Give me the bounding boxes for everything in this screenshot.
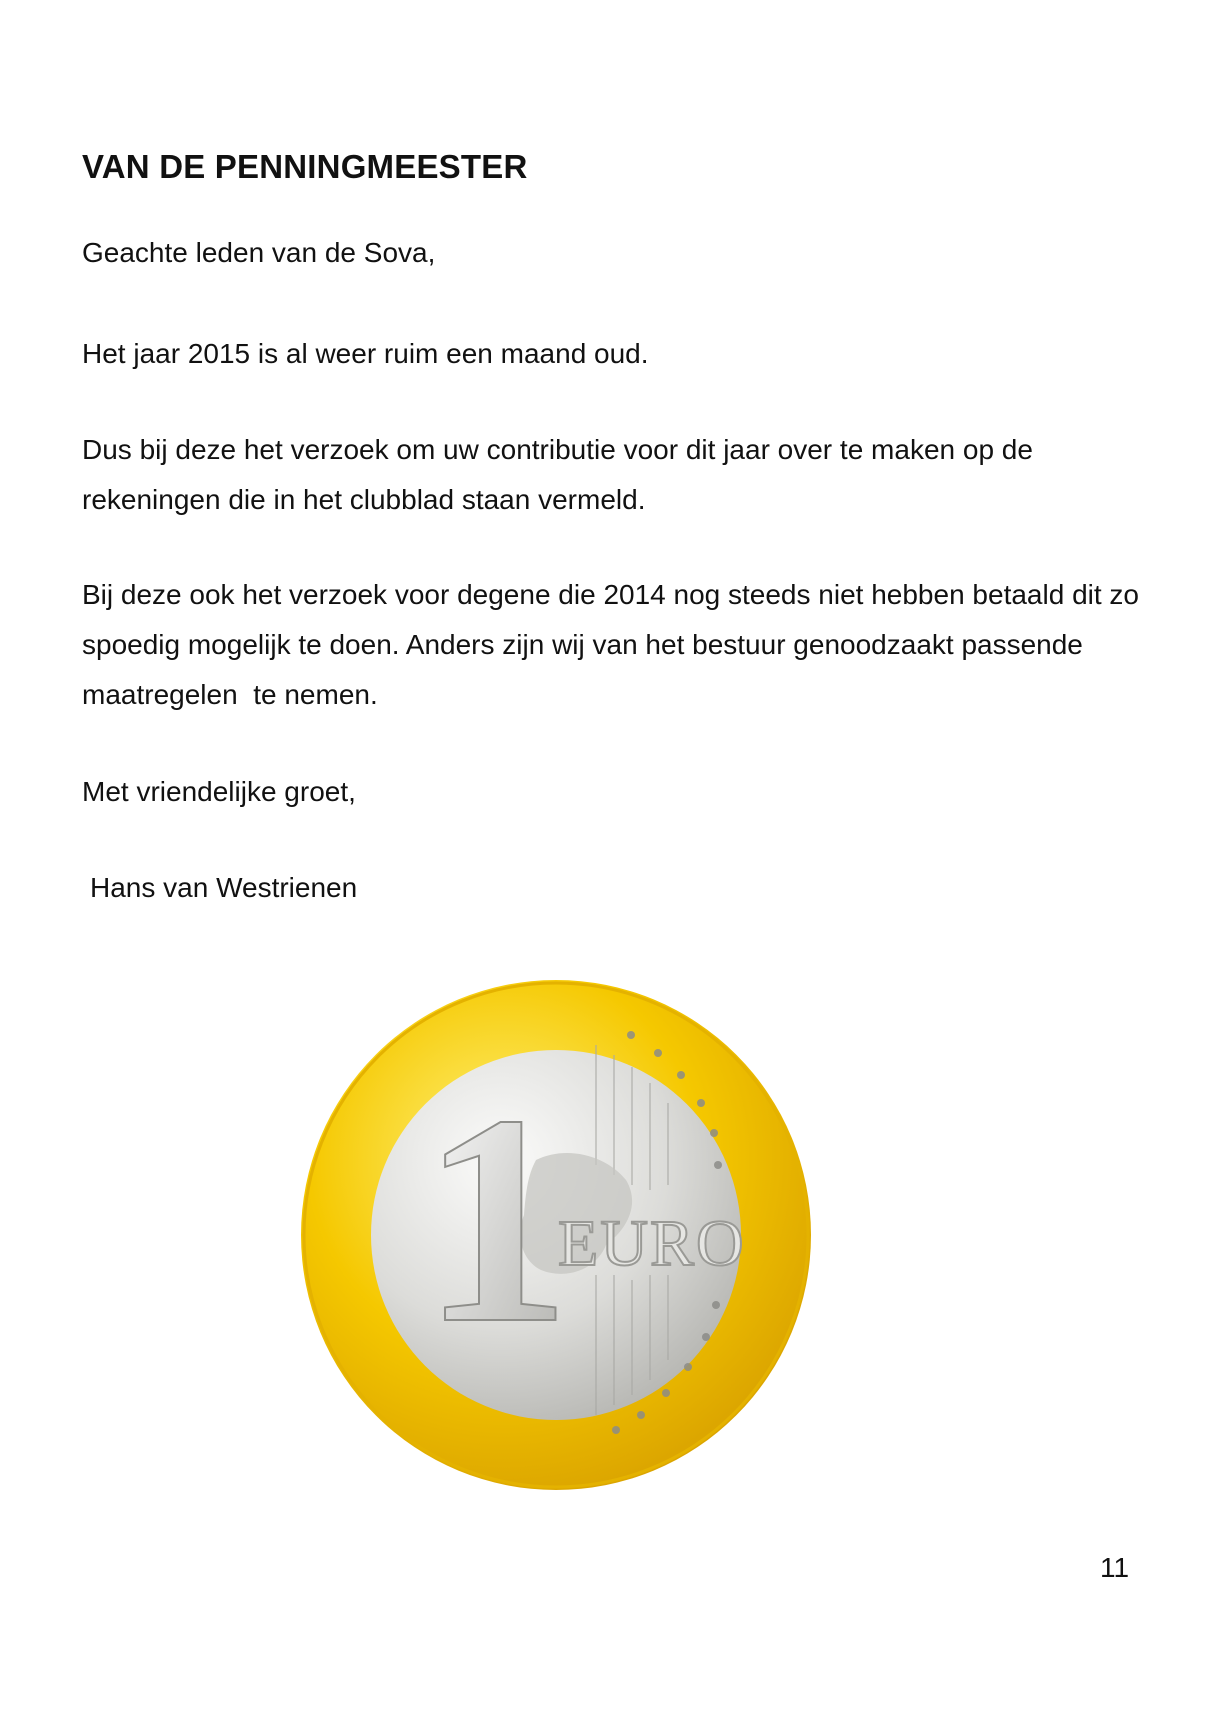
closing-paragraph: Met vriendelijke groet, bbox=[82, 776, 356, 807]
coin-denomination: 1 bbox=[421, 1053, 571, 1385]
page-number: 11 bbox=[1100, 1552, 1130, 1583]
arrears-paragraph: Bij deze ook het verzoek voor degene die 2014 nog steeds niet hebben betaald dit zo spoedig mogelijk te doen. Anders zijn wij van het bestuur genoodzaakt passende maatregelen te nemen. bbox=[82, 579, 1147, 710]
contribution-request-paragraph: Dus bij deze het verzoek om uw contributie voor dit jaar over te maken op de rekeningen die in het clubblad staan vermeld. bbox=[82, 434, 1041, 515]
euro-coin-icon bbox=[296, 975, 816, 1495]
year-paragraph: Het jaar 2015 is al weer ruim een maand oud. bbox=[82, 338, 649, 369]
coin-label: EURO bbox=[558, 1207, 746, 1280]
greeting-paragraph: Geachte leden van de Sova, bbox=[82, 237, 436, 268]
page-title: VAN DE PENNINGMEESTER bbox=[82, 148, 528, 185]
signature-name: Hans van Westrienen bbox=[90, 872, 358, 903]
